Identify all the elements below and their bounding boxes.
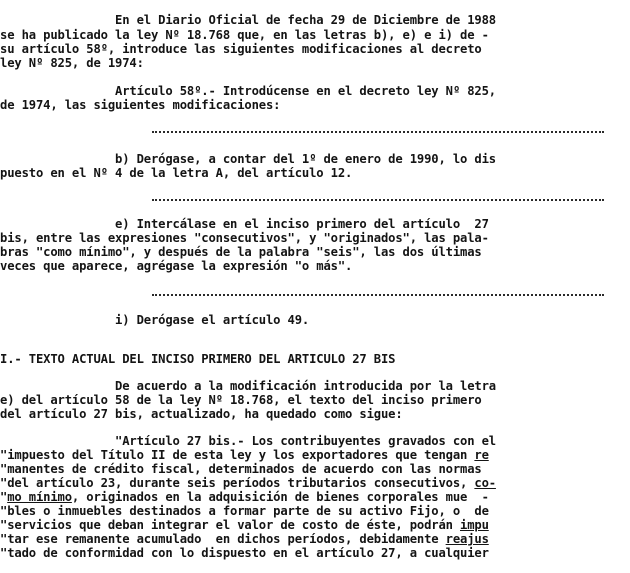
quote-text: "tar ese remanente acumulado en dichos períodos, debidamente [0, 532, 446, 546]
dotted-separator [152, 199, 604, 201]
paragraph-line-2: e) del artículo 58 de la ley Nº 18.768, el texto del inciso primero [0, 393, 482, 407]
quote-line-4 [0, 476, 496, 490]
paragraph-line-3: del artículo 27 bis, actualizado, ha quedado como sigue: [0, 407, 403, 421]
item-e-line-2: bis, entre las expresiones "consecutivos", y "originados", las pala- [0, 231, 489, 245]
paragraph-line-1: De acuerdo a la modificación introducida por la letra [0, 379, 496, 393]
section-heading: I.- TEXTO ACTUAL DEL INCISO PRIMERO DEL ARTICULO 27 BIS [0, 352, 396, 366]
intro-line-3: su artículo 58º, introduce las siguientes modificaciones al decreto [0, 42, 482, 56]
underlined-text: re [474, 448, 489, 462]
item-e-line-1: e) Intercálase en el inciso primero del artículo 27 [0, 217, 489, 231]
quote-line-5 [0, 490, 489, 504]
underlined-text: mo mínimo [7, 490, 72, 504]
underlined-text: reajus [445, 532, 489, 546]
intro-line-1: En el Diario Oficial de fecha 29 de Diciembre de 1988 [0, 13, 496, 27]
article-58-line-2: de 1974, las siguientes modificaciones: [0, 98, 281, 112]
quote-text: , originados en la adquisición de bienes corporales mue - [71, 490, 489, 504]
underlined-text: co- [474, 476, 496, 490]
item-e-line-4: veces que aparece, agrégase la expresión "o más". [0, 259, 353, 273]
intro-line-4: ley Nº 825, de 1974: [0, 56, 144, 70]
underlined-text: impu [460, 518, 489, 532]
quote-text: "servicios que deban integrar el valor de costo de éste, podrán [0, 518, 460, 532]
item-e-line-3: bras "como mínimo", y después de la palabra "seis", las dos últimas [0, 245, 482, 259]
quote-line-1: "Artículo 27 bis.- Los contribuyentes gravados con el [0, 434, 496, 448]
quote-line-6: "bles o inmuebles destinados a formar parte de su activo Fijo, o de [0, 504, 489, 518]
quote-line-7 [0, 518, 489, 532]
quote-text: "del artículo 23, durante seis períodos tributarios consecutivos, [0, 476, 475, 490]
dotted-separator [152, 131, 604, 133]
item-b-line-2: puesto en el Nº 4 de la letra A, del artículo 12. [0, 166, 353, 180]
quote-text: " [0, 490, 8, 504]
item-b-line-1: b) Derógase, a contar del 1º de enero de 1990, lo dis [0, 152, 496, 166]
quote-text: "impuesto del Título II de esta ley y los exportadores que tengan [0, 448, 475, 462]
intro-line-2: se ha publicado la ley Nº 18.768 que, en las letras b), e) e i) de - [0, 28, 489, 42]
quote-line-2 [0, 448, 489, 462]
article-58-line-1: Artículo 58º.- Introdúcense en el decreto ley Nº 825, [0, 84, 496, 98]
quote-line-8 [0, 532, 489, 546]
quote-line-3: "manentes de crédito fiscal, determinados de acuerdo con las normas [0, 462, 482, 476]
quote-line-9: "tado de conformidad con lo dispuesto en el artículo 27, a cualquier [0, 546, 489, 560]
dotted-separator [152, 294, 604, 296]
item-i-line-1: i) Derógase el artículo 49. [0, 313, 310, 327]
